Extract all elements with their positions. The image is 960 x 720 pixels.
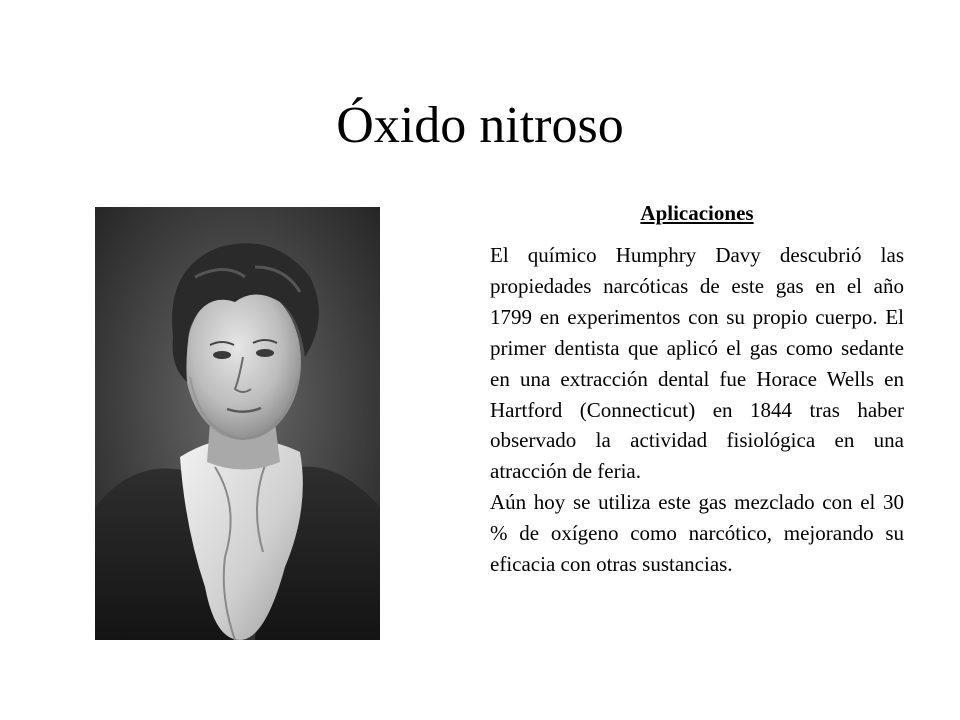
paragraph-history: El químico Humphry Davy descubrió las propiedades narcóticas de este gas en el año 1799 en experimentos con su propio cuerpo. El primer dentista que aplicó el gas como sedante en una extracción dental fue Horace Wells en Hartford (Connecticut) en 1844 tras haber observado la actividad fisiológica en una atracción de feria. (490, 243, 904, 484)
portrait-image (95, 207, 380, 640)
slide-title: Óxido nitroso (336, 97, 624, 154)
paragraph-current-use: Aún hoy se utiliza este gas mezclado con el 30 % de oxígeno como narcótico, mejorando su eficacia con otras sustancias. (490, 490, 904, 577)
section-heading-applications: Aplicaciones (640, 201, 754, 225)
portrait-photo-icon (95, 207, 380, 640)
applications-text-block (490, 196, 904, 580)
